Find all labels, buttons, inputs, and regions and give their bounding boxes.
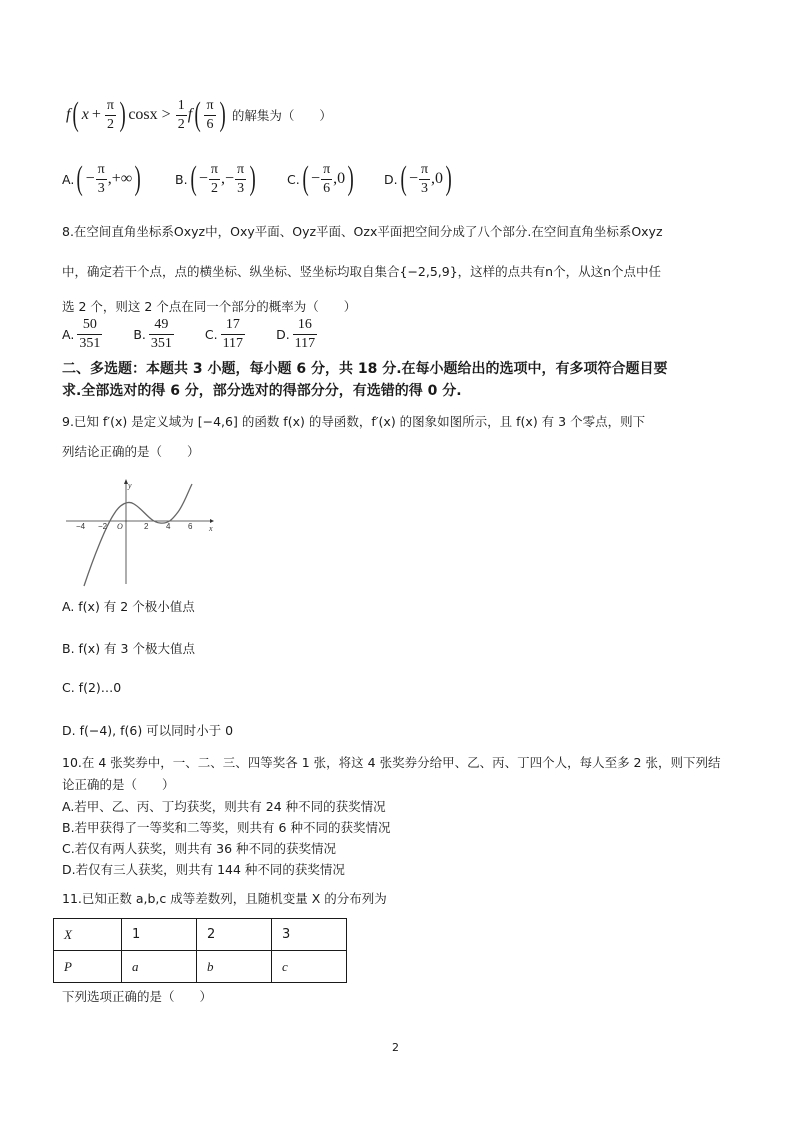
q10-option-d: D.若仅有三人获奖，则共有 144 种不同的获奖情况 xyxy=(62,862,345,877)
section2-line2: 求.全部选对的得 6 分，部分选对的得部分分，有选错的得 0 分. xyxy=(62,383,462,399)
q7-f2: f xyxy=(187,106,193,123)
origin-label: O xyxy=(117,522,123,531)
x-axis-label: x xyxy=(209,524,213,533)
page-number: 2 xyxy=(392,1041,399,1054)
q11-after: 下列选项正确的是（ ） xyxy=(62,989,213,1004)
tick-6: 6 xyxy=(188,522,193,531)
q9-option-d: D. f(−4), f(6) 可以同时小于 0 xyxy=(62,723,234,738)
paren: ) xyxy=(219,96,226,133)
q8-line3: 选 2 个，则这 2 个点在同一个部分的概率为（ ） xyxy=(62,299,357,314)
q7-cos: cosx xyxy=(128,106,158,123)
table-cell: b xyxy=(197,951,272,983)
q8-option-b-value: $\frac{49}{351}$ xyxy=(150,317,172,351)
q7-plus: + xyxy=(91,106,101,123)
q7-inequality xyxy=(66,98,332,132)
table-cell: P xyxy=(54,951,122,983)
q7-option-a: A. ( − $\frac{\pi}{3}$ ,+∞ ) xyxy=(62,160,141,197)
q8-line2: 中，确定若干个点，点的横坐标、纵坐标、竖坐标均取自集合{−2,5,9}，这样的点共有n个，从这n个点中任 xyxy=(62,264,662,279)
q7-frac-pi-2: $\frac{\pi}{2}$ xyxy=(106,97,114,132)
q9-derivative-graph xyxy=(62,476,222,588)
table-cell: X xyxy=(54,919,122,951)
derivative-curve xyxy=(84,484,192,586)
q9-option-a: A. f(x) 有 2 个极小值点 xyxy=(62,599,195,614)
q8-options xyxy=(62,318,318,351)
q8-option-d-label: D. xyxy=(276,327,290,342)
q10-option-c: C.若仅有两人获奖，则共有 36 种不同的获奖情况 xyxy=(62,841,337,856)
x-axis-arrow xyxy=(210,519,214,523)
q10-line1: 10.在 4 张奖券中，一、二、三、四等奖各 1 张，将这 4 张奖券分给甲、乙、丙、丁四个人，每人至多 2 张，则下列结 xyxy=(62,755,721,770)
table-row xyxy=(54,951,347,983)
q7-option-c: C. ( − $\frac{\pi}{6}$ ,0 ) xyxy=(287,160,354,197)
q8-line1: 8.在空间直角坐标系Oxyz中，Oxy平面、Oyz平面、Ozx平面把空间分成了八个部分.在空间直角坐标系Oxyz xyxy=(62,224,663,239)
paren: ) xyxy=(119,96,126,133)
section2-line1: 二、多选题：本题共 3 小题，每小题 6 分，共 18 分.在每小题给出的选项中，有多项符合题目要 xyxy=(62,361,668,377)
tick-neg2: −2 xyxy=(98,522,108,531)
table-cell: 2 xyxy=(197,919,272,951)
table-cell: a xyxy=(122,951,197,983)
q9-line1: 9.已知 f′(x) 是定义域为 [−4,6] 的函数 f(x) 的导函数，f′(x) 的图象如图所示，且 f(x) 有 3 个零点，则下 xyxy=(62,414,646,429)
q8-option-c-value: $\frac{17}{117}$ xyxy=(222,317,244,351)
q9-option-b: B. f(x) 有 3 个极大值点 xyxy=(62,641,195,656)
table-cell: 3 xyxy=(272,919,347,951)
q8-option-c-label: C. xyxy=(204,327,218,342)
q7-suffix: 的解集为（ ） xyxy=(231,108,332,123)
paren: ( xyxy=(73,96,80,133)
q9-line2: 列结论正确的是（ ） xyxy=(62,444,200,459)
q8-option-a-label: A. xyxy=(62,327,75,342)
q9-option-c: C. f(2)…0 xyxy=(62,680,122,695)
paren: ( xyxy=(194,96,201,133)
q7-f: f xyxy=(66,106,71,123)
q11-distribution-table xyxy=(53,918,347,983)
q7-frac-1-2: $\frac{1}{2}$ xyxy=(177,97,185,132)
tick-neg4: −4 xyxy=(76,522,86,531)
q8-option-d-value: $\frac{16}{117}$ xyxy=(294,317,316,351)
tick-4: 4 xyxy=(166,522,171,531)
q7-option-b: B. ( − $\frac{\pi}{2}$ ,− $\frac{\pi}{3}$ ) xyxy=(175,160,256,197)
q11-line1: 11.已知正数 a,b,c 成等差数列，且随机变量 X 的分布列为 xyxy=(62,891,387,906)
q8-option-a-value: $\frac{50}{351}$ xyxy=(79,317,101,351)
q10-option-a: A.若甲、乙、丙、丁均获奖，则共有 24 种不同的获奖情况 xyxy=(62,799,386,814)
q8-option-b-label: B. xyxy=(133,327,146,342)
table-cell: c xyxy=(272,951,347,983)
q7-frac-pi-6: $\frac{\pi}{6}$ xyxy=(206,97,214,132)
y-axis-label: y xyxy=(128,481,132,490)
q7-gt: > xyxy=(161,106,171,123)
table-cell: 1 xyxy=(122,919,197,951)
q7-x: x xyxy=(81,106,89,123)
q7-option-d: D. ( − $\frac{\pi}{3}$ ,0 ) xyxy=(384,160,452,197)
q10-option-b: B.若甲获得了一等奖和二等奖，则共有 6 种不同的获奖情况 xyxy=(62,820,391,835)
q10-line2: 论正确的是（ ） xyxy=(62,777,175,792)
tick-2: 2 xyxy=(144,522,149,531)
table-row xyxy=(54,919,347,951)
